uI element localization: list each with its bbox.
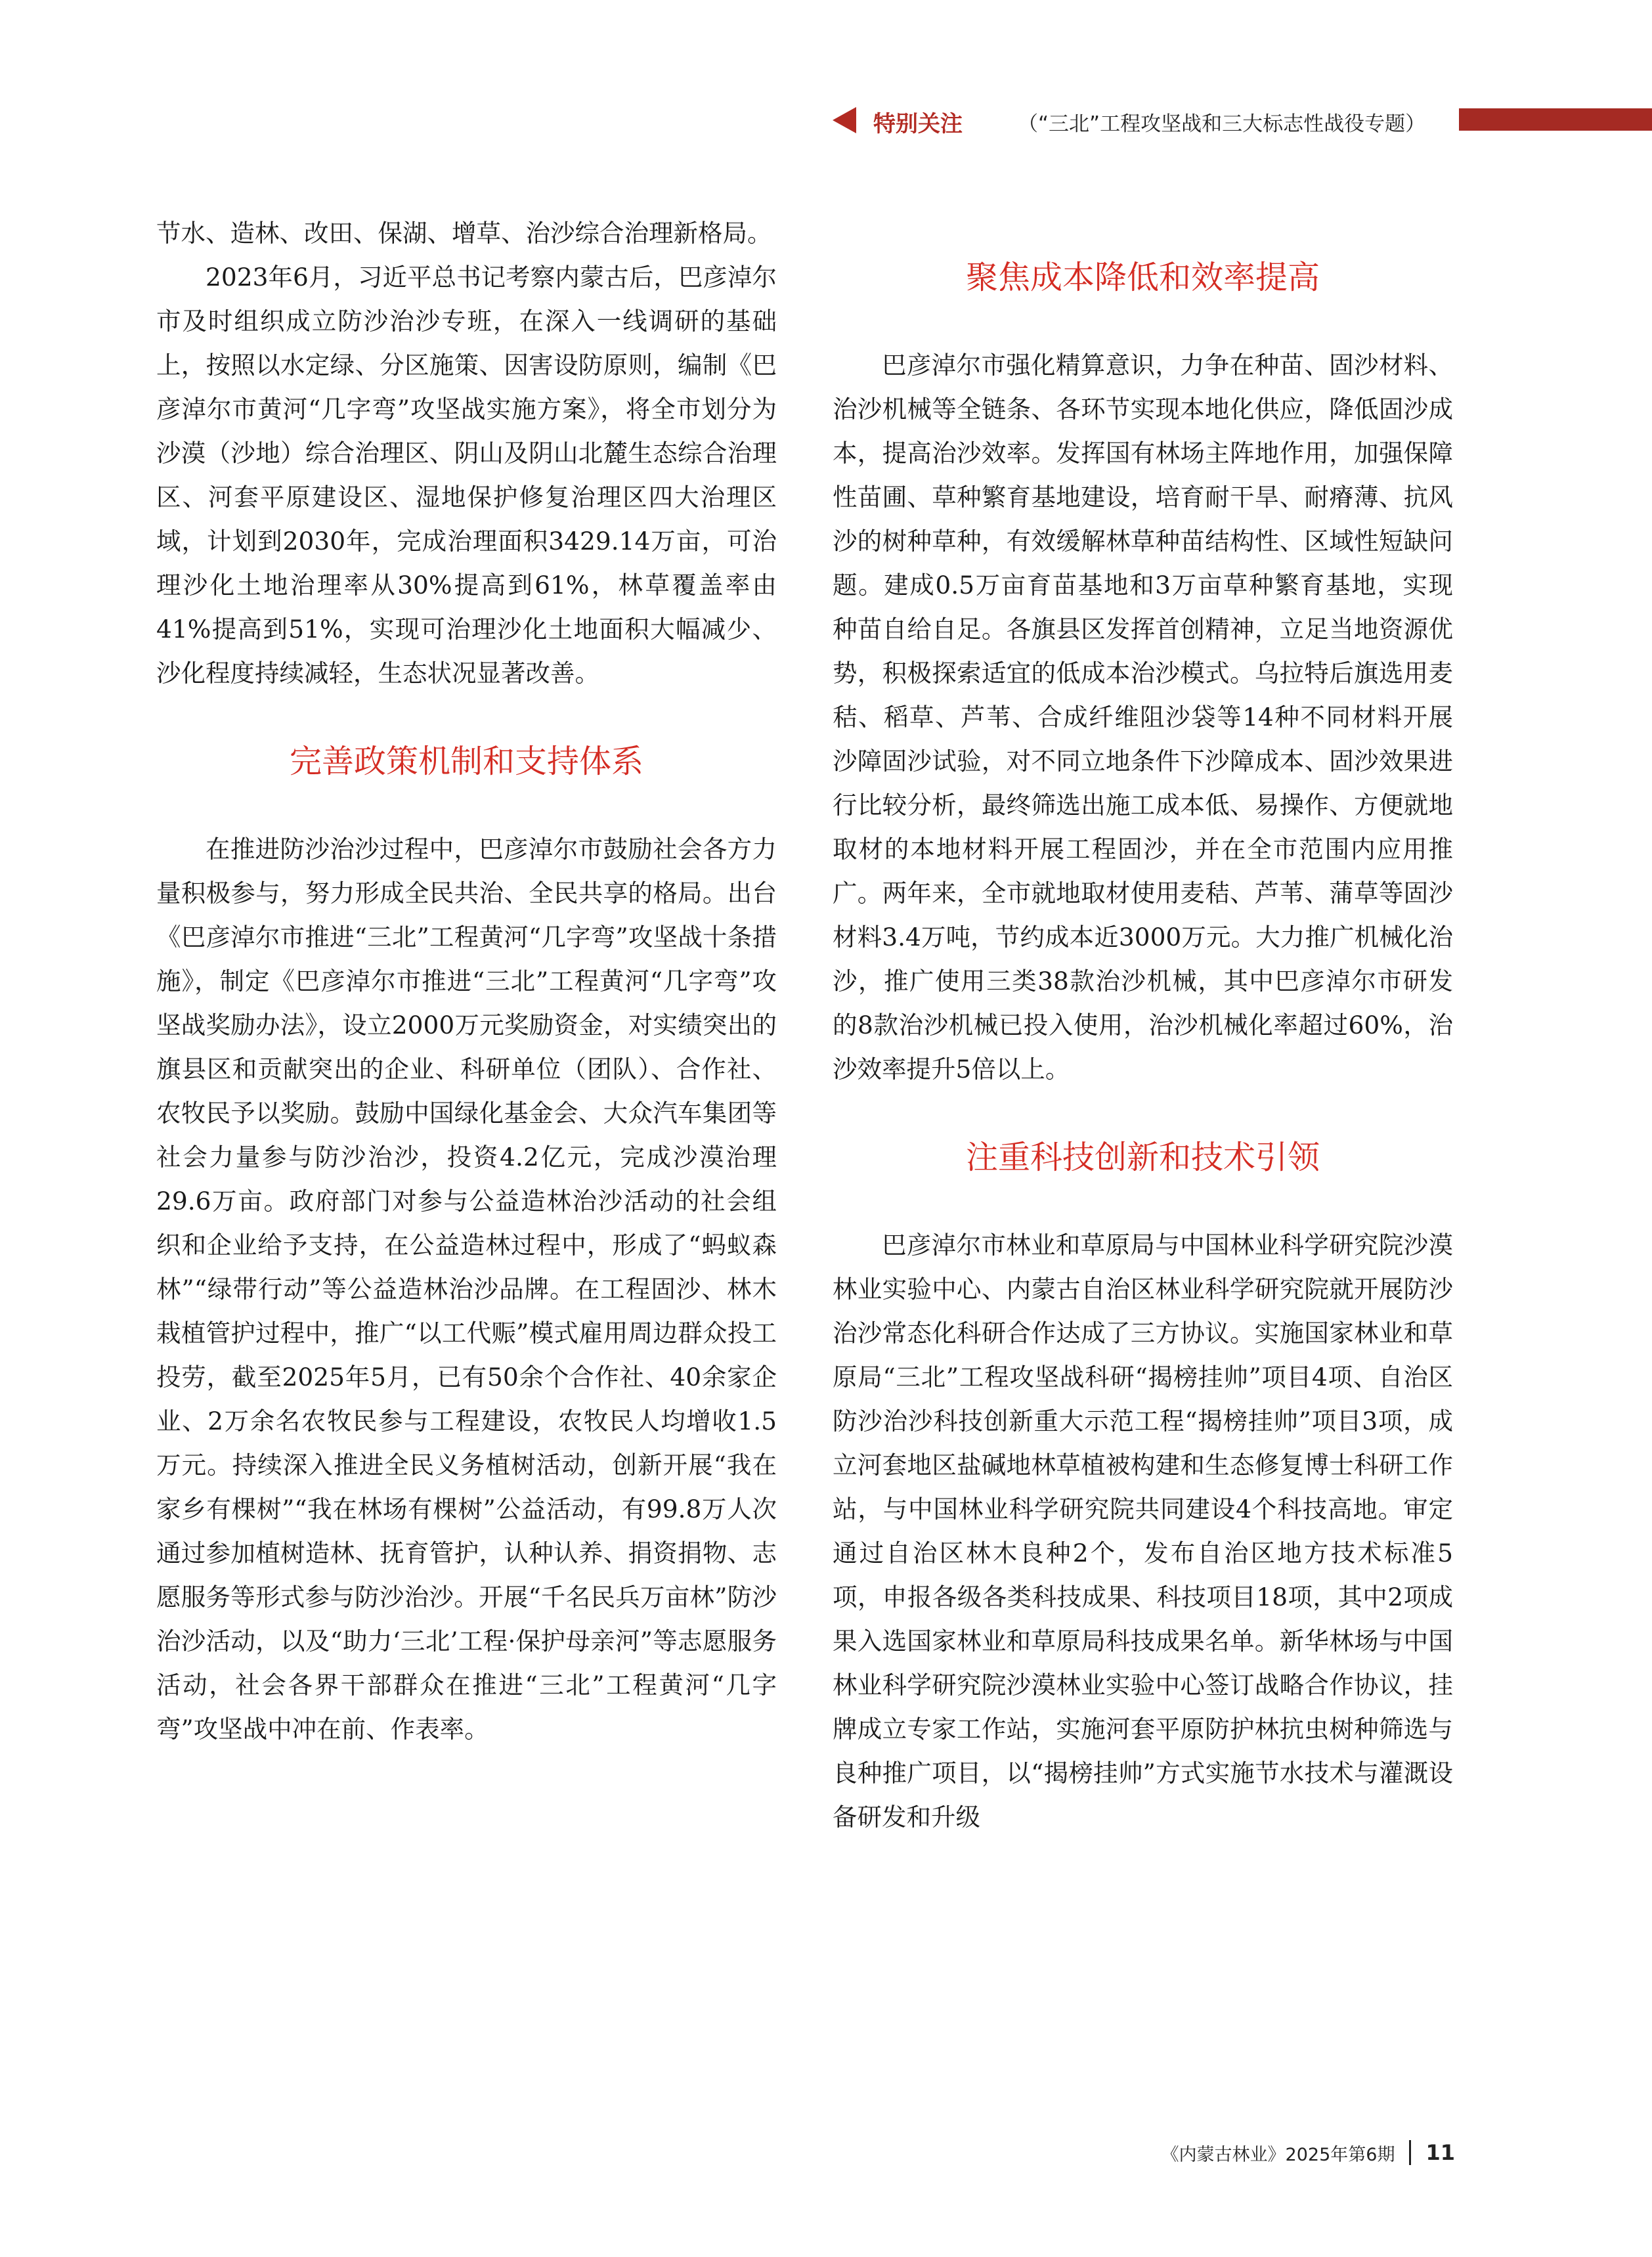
right-column — [833, 211, 1453, 1839]
section-heading: 注重科技创新和技术引领 — [965, 1139, 1320, 1176]
section-topic: （“三北”工程攻坚战和三大标志性战役专题） — [1018, 112, 1426, 136]
paragraph: 节水、造林、改田、保湖、增草、治沙综合治理新格局。 — [156, 219, 772, 248]
section-heading: 聚焦成本降低和效率提高 — [965, 259, 1320, 296]
paragraph: 2023年6月，习近平总书记考察内蒙古后，巴彦淖尔市及时组织成立防沙治沙专班，在深入一线调研的基础上，按照以水定绿、分区施策、因害设防原则，编制《巴彦淖尔市黄河“几字弯”攻坚战实施方案》，将全市划分为沙漠（沙地）综合治理区、阴山及阴山北麓生态综合治理区、河套平原建设区、湿地保护修复治理区四大治理区域，计划到2030年，完成治理面积3429.14万亩，可治理沙化土地治理率从30%提高到61%，林草覆盖率由41%提高到51%，实现可治理沙化土地面积大幅减少、沙化程度持续减轻，生态状况显著改善。 — [156, 263, 777, 688]
page-number: 11 — [1425, 2140, 1455, 2165]
page-footer — [1162, 2139, 1455, 2166]
footer-divider — [1409, 2140, 1411, 2165]
paragraph: 巴彦淖尔市林业和草原局与中国林业科学研究院沙漠林业实验中心、内蒙古自治区林业科学研究院就开展防沙治沙常态化科研合作达成了三方协议。实施国家林业和草原局“三北”工程攻坚战科研“揭榜挂帅”项目4项、自治区防沙治沙科技创新重大示范工程“揭榜挂帅”项目3项，成立河套地区盐碱地林草植被构建和生态修复博士科研工作站，与中国林业科学研究院共同建设4个科技高地。审定通过自治区林木良种2个，发布自治区地方技术标准5项，申报各级各类科技成果、科技项目18项，其中2项成果入选国家林业和草原局科技成果名单。新华林场与中国林业科学研究院沙漠林业实验中心签订战略合作协议，挂牌成立专家工作站，实施河套平原防护林抗虫树种筛选与良种推广项目，以“揭榜挂帅”方式实施节水技术与灌溉设备研发和升级 — [833, 1231, 1453, 1831]
journal-issue: 《内蒙古林业》2025年第6期 — [1161, 2144, 1395, 2165]
arrow-left-icon — [833, 107, 856, 133]
page-header — [833, 102, 1652, 139]
section-heading: 完善政策机制和支持体系 — [289, 743, 643, 780]
header-accent-bar — [1459, 108, 1652, 131]
paragraph: 在推进防沙治沙过程中，巴彦淖尔市鼓励社会各方力量积极参与，努力形成全民共治、全民共享的格局。出台《巴彦淖尔市推进“三北”工程黄河“几字弯”攻坚战十条措施》，制定《巴彦淖尔市推进“三北”工程黄河“几字弯”攻坚战奖励办法》，设立2000万元奖励资金，对实绩突出的旗县区和贡献突出的企业、科研单位（团队）、合作社、农牧民予以奖励。鼓励中国绿化基金会、大众汽车集团等社会力量参与防沙治沙，投资4.2亿元，完成沙漠治理29.6万亩。政府部门对参与公益造林治沙活动的社会组织和企业给予支持，在公益造林过程中，形成了“蚂蚁森林”“绿带行动”等公益造林治沙品牌。在工程固沙、林木栽植管护过程中，推广“以工代赈”模式雇用周边群众投工投劳，截至2025年5月，已有50余个合作社、40余家企业、2万余名农牧民参与工程建设，农牧民人均增收1.5万元。持续深入推进全民义务植树活动，创新开展“我在家乡有棵树”“我在林场有棵树”公益活动，有99.8万人次通过参加植树造林、抚育管护，认种认养、捐资捐物、志愿服务等形式参与防沙治沙。开展“千名民兵万亩林”防沙治沙活动，以及“助力‘三北’工程·保护母亲河”等志愿服务活动，社会各界干部群众在推进“三北”工程黄河“几字弯”攻坚战中冲在前、作表率。 — [156, 835, 777, 1743]
paragraph: 巴彦淖尔市强化精算意识，力争在种苗、固沙材料、治沙机械等全链条、各环节实现本地化供应，降低固沙成本，提高治沙效率。发挥国有林场主阵地作用，加强保障性苗圃、草种繁育基地建设，培育耐干旱、耐瘠薄、抗风沙的树种草种，有效缓解林草种苗结构性、区域性短缺问题。建成0.5万亩育苗基地和3万亩草种繁育基地，实现种苗自给自足。各旗县区发挥首创精神，立足当地资源优势，积极探索适宜的低成本治沙模式。乌拉特后旗选用麦秸、稻草、芦苇、合成纤维阻沙袋等14种不同材料开展沙障固沙试验，对不同立地条件下沙障成本、固沙效果进行比较分析，最终筛选出施工成本低、易操作、方便就地取材的本地材料开展工程固沙，并在全市范围内应用推广。两年来，全市就地取材使用麦秸、芦苇、蒲草等固沙材料3.4万吨，节约成本近3000万元。大力推广机械化治沙，推广使用三类38款治沙机械，其中巴彦淖尔市研发的8款治沙机械已投入使用，治沙机械化率超过60%，治沙效率提升5倍以上。 — [833, 351, 1453, 1084]
left-column — [156, 211, 777, 1751]
section-label: 特别关注 — [873, 111, 963, 137]
